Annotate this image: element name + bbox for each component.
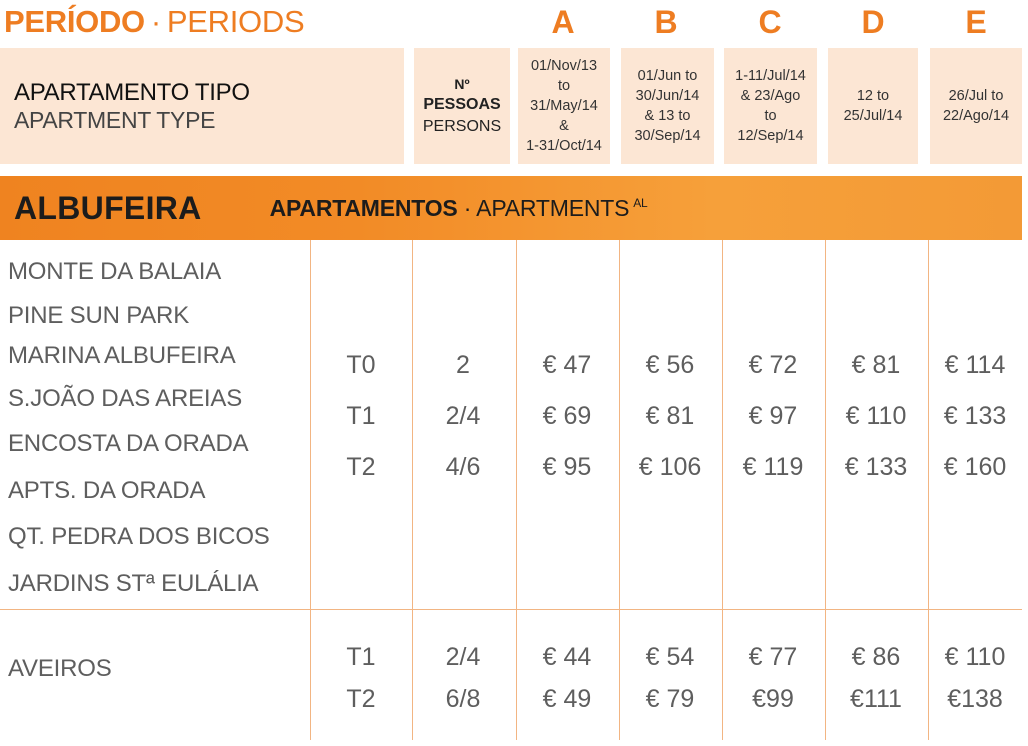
price-cell-a: € 49: [542, 685, 592, 713]
price-cell-e: € 160: [943, 453, 1007, 481]
persons-cell: 2/4: [445, 402, 481, 430]
price-cell-a: € 69: [542, 402, 592, 430]
price-cell-b: € 79: [645, 685, 695, 713]
hotel-name: JARDINS STª EULÁLIA: [8, 570, 259, 597]
page-title: [4, 4, 304, 40]
persons-cell: 6/8: [445, 685, 481, 713]
period-letter-d: D: [861, 4, 885, 40]
price-cell-e: €138: [947, 685, 1003, 713]
hotel-name: QT. PEDRA DOS BICOS: [8, 523, 270, 550]
title-separator: ·: [150, 4, 161, 39]
price-cell-d: €111: [850, 685, 902, 713]
period-c-dates: 1-11/Jul/14 & 23/Ago to 12/Sep/14: [724, 48, 817, 164]
price-cell-c: € 72: [748, 351, 798, 379]
accommodation-type-sup: AL: [633, 195, 648, 210]
persons-header: [414, 48, 510, 164]
apartment-type-cell: T1: [346, 402, 376, 430]
hotel-name: ENCOSTA DA ORADA: [8, 430, 249, 457]
persons-cell: 4/6: [445, 453, 481, 481]
price-cell-c: € 77: [748, 643, 798, 671]
region-name: ALBUFEIRA: [14, 189, 202, 226]
apartment-type-cell: T1: [346, 643, 376, 671]
price-cell-c: € 97: [748, 402, 798, 430]
price-cell-d: € 110: [845, 402, 907, 430]
persons-cell: 2: [456, 351, 470, 379]
persons-en: PERSONS: [422, 118, 502, 135]
period-d-dates: 12 to 25/Jul/14: [828, 48, 918, 164]
hotel-name: PINE SUN PARK: [8, 302, 189, 329]
region-band: [0, 176, 1022, 240]
hotel-name: AVEIROS: [8, 655, 112, 682]
period-a-dates: 01/Nov/13 to 31/May/14 & 1-31/Oct/14: [518, 48, 610, 164]
persons-symbol: Nº: [454, 76, 470, 92]
hotel-name: APTS. DA ORADA: [8, 477, 206, 504]
price-cell-d: € 81: [851, 351, 901, 379]
period-letter-c: C: [758, 4, 782, 40]
apartment-type-cell: T2: [346, 453, 376, 481]
hotel-name: S.JOÃO DAS AREIAS: [8, 385, 243, 412]
price-cell-b: € 54: [645, 643, 695, 671]
price-cell-d: € 86: [851, 643, 901, 671]
apartment-type-header: [0, 48, 404, 164]
price-cell-b: € 81: [645, 402, 695, 430]
period-b-dates: 01/Jun to 30/Jun/14 & 13 to 30/Sep/14: [621, 48, 714, 164]
price-cell-c: € 119: [742, 453, 804, 481]
hotel-name: MARINA ALBUFEIRA: [8, 342, 236, 369]
price-cell-b: € 56: [645, 351, 695, 379]
title-periods: PERIODS: [166, 4, 305, 39]
apartment-type-cell: T0: [346, 351, 376, 379]
accommodation-type-en: APARTMENTS: [476, 194, 630, 221]
accommodation-type-pt: APARTAMENTOS: [269, 194, 458, 221]
title-periodo: PERÍODO: [4, 4, 145, 39]
period-e-dates: 26/Jul to 22/Ago/14: [930, 48, 1022, 164]
price-cell-a: € 44: [542, 643, 592, 671]
persons-pt: PESSOAS: [423, 96, 501, 113]
section-divider: [0, 609, 1022, 610]
price-cell-d: € 133: [844, 453, 908, 481]
apartment-type-cell: T2: [346, 685, 376, 713]
period-letter-e: E: [965, 4, 987, 40]
period-letter-a: A: [551, 4, 575, 40]
apartment-type-en: APARTMENT TYPE: [14, 106, 216, 133]
apartment-type-pt: APARTAMENTO TIPO: [14, 78, 250, 106]
price-cell-b: € 106: [638, 453, 702, 481]
accommodation-type: [270, 195, 648, 222]
price-cell-a: € 95: [542, 453, 592, 481]
period-letter-b: B: [654, 4, 678, 40]
price-cell-c: €99: [752, 685, 794, 713]
persons-cell: 2/4: [445, 643, 481, 671]
price-cell-e: € 114: [944, 351, 1006, 379]
accommodation-type-sep: ·: [463, 194, 472, 221]
price-cell-e: € 133: [943, 402, 1007, 430]
price-cell-a: € 47: [542, 351, 592, 379]
price-cell-e: € 110: [944, 643, 1006, 671]
hotel-name: MONTE DA BALAIA: [8, 258, 222, 285]
